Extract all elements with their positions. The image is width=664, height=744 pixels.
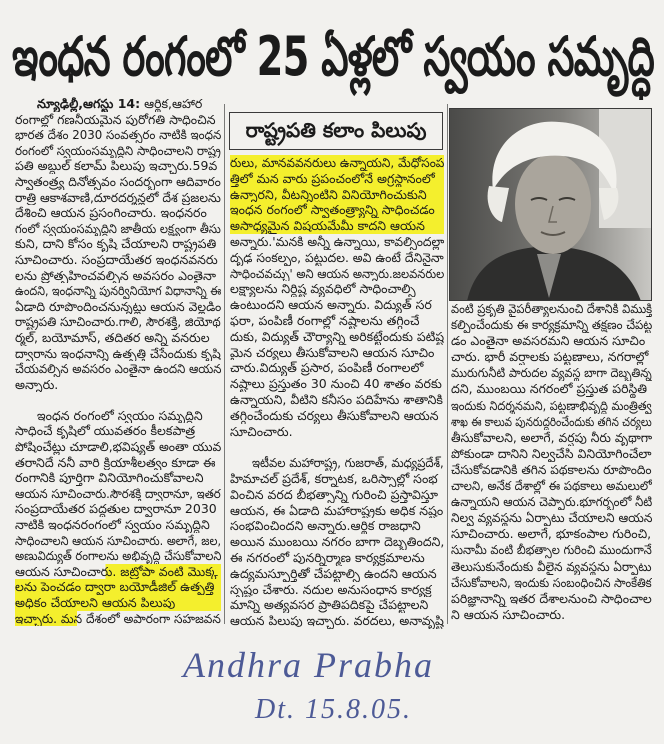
text-line-content [230, 582, 432, 598]
text-line-content [230, 534, 444, 550]
text-line [230, 613, 444, 629]
text-line-content [451, 526, 651, 542]
text-line [230, 503, 444, 519]
text-line-content [15, 533, 221, 549]
text-line [230, 281, 444, 297]
text-line-content [15, 252, 218, 268]
highlighted-text-line [230, 202, 444, 218]
line-text: అధికం చేయాలని ఆయన పిలుపు [15, 595, 176, 610]
line-text: రులు, మానవవనరులు ఉన్నాయని, మేధోసంప [230, 155, 444, 170]
text-line [230, 392, 444, 408]
text-line [230, 360, 444, 376]
line-text: ఇందుకు నిదర్శనమని, పట్టణాభివృద్ధి మంత్రిత్వ [451, 397, 652, 413]
text-line [451, 317, 652, 333]
text-line-content [15, 548, 221, 564]
highlighted-text-line [15, 611, 221, 627]
text-line-content [451, 607, 565, 623]
text-line-content [15, 361, 221, 377]
text-line-content [230, 266, 444, 282]
text-line-content [230, 597, 428, 613]
line-text: తెలుసుకునేందుకు వీలైన వ్యవస్థను ఏర్పాటు [451, 558, 652, 574]
text-line-content [451, 349, 648, 365]
text-line [15, 486, 221, 502]
text-line-content [451, 542, 652, 558]
line-text: ఉద్యమస్ఫూర్తితో చేపట్టాల్సి ఉందని ఆయన [230, 565, 437, 581]
text-line [15, 190, 221, 206]
text-line [230, 424, 444, 440]
text-line-content [15, 377, 58, 393]
text-line [451, 414, 652, 430]
text-line-content [451, 317, 652, 333]
line-text: భారత దేశం 2030 సంవత్సరం నాటికి ఇంధన [15, 127, 221, 143]
line-text: స్వాతంత్ర్య దినోత్సవం సందర్భంగా ఆదివారం [15, 173, 221, 189]
text-line-content [230, 424, 293, 440]
text-line-content [230, 171, 435, 187]
text-line [230, 250, 444, 266]
line-text: త్తిలో మన వారు ప్రపంచంలోనే అగ్రస్థానంలో [230, 170, 435, 186]
text-line-content [230, 487, 438, 503]
line-text: మాన్ని అత్యవసర ప్రాతిపదికపై చేపట్టాలని [230, 597, 429, 613]
line-text: ఉందని, ఇంధనాన్ని పునర్వినియోగ విధానాన్ని ఈ [15, 283, 221, 299]
line-text: రంగంలో స్వయంసమృద్ధిని సాధించాలని రాష్ట్ర [15, 142, 221, 158]
text-line-content [230, 281, 416, 297]
text-line-content [230, 329, 444, 345]
text-line [230, 313, 444, 329]
line-text: తరానిదే ననీ వారి క్రియాశీలత్వం కూడా ఈ [15, 454, 216, 470]
line-text: హిమాచల్ ప్రదేశ్, కర్నాటక, ఒరిస్సాల్లో సంభ [230, 470, 438, 486]
text-line [15, 221, 221, 237]
line-text: వంటి ప్రకృతి వైపరీత్యాలనుంచి దేశానికి విముక్తి [451, 301, 652, 316]
text-line-content [451, 494, 652, 510]
text-line [230, 534, 444, 550]
text-line [15, 548, 221, 564]
text-line [15, 268, 221, 284]
line-text: మురుగునీటి పారుదల వ్యవస్థ బాగా దెబ్బతిన్న [451, 365, 652, 381]
line-text: ఆయన పిలుపు ఇచ్చారు. వరదలు, అనావృష్టి [230, 613, 444, 629]
text-line [15, 236, 221, 252]
text-line [15, 501, 221, 517]
line-text: పోషించేట్లు చూడాలి,భవిష్యత్ అంతా యువ [15, 439, 221, 455]
line-text: ఉన్నారని, వీటన్నింటిని వినియోగించుకుని [230, 186, 427, 202]
line-text: ఉన్నాయని, వీటిని కనీసం పదిహేను శాతానికి [230, 391, 443, 407]
column-rule [447, 104, 448, 624]
column-rule [224, 104, 225, 624]
line-text: దని, ముంబయి నగరంలో ప్రస్తుత పరిస్థితి [451, 381, 648, 397]
text-line [15, 158, 221, 174]
text-line-content [15, 190, 221, 206]
text-line-content [451, 398, 652, 414]
headline-text: ఇంధన రంగంలో 25 ఏళ్లలో స్వయం సమృద్ధి [12, 25, 654, 88]
line-text: ఆయన, ఈ ఏడాది మహారాష్ట్రకు అధిక నష్టం [230, 502, 444, 518]
text-line-content [230, 613, 444, 629]
line-text: అయిన ముంబయి నగరం బాగా దెబ్బతిందని, [230, 534, 444, 550]
text-line [451, 526, 652, 542]
text-line [451, 430, 652, 446]
text-line-content [15, 205, 207, 221]
text-line [230, 329, 444, 345]
text-line [230, 345, 444, 361]
line-text: సునామీ వంటి బీభత్సాల గురించి ముందుగానే [451, 542, 652, 558]
text-line [230, 471, 444, 487]
text-line-content [15, 299, 221, 315]
line-text: డం ఎంతైనా అవసరమని ఆయన సూచిం [451, 333, 646, 349]
text-line [230, 455, 444, 471]
text-line-content [15, 486, 221, 502]
line-text: గంలో స్వయంసమృద్ధిని జాతీయ లక్ష్యంగా తీసు [15, 220, 221, 236]
text-line-content [15, 283, 221, 299]
text-line-content [15, 127, 221, 143]
text-line-content [230, 250, 444, 266]
text-line [15, 423, 221, 439]
line-text: అసాధ్యమైన విషయమేమీ కాదని ఆయన [230, 218, 425, 234]
article-column-1 [15, 96, 221, 626]
text-line-content [15, 595, 175, 611]
text-line-content [15, 346, 221, 362]
text-line-content [230, 503, 443, 519]
line-text: ఇచ్చారు. మన దేశంలో అపారంగా సహజవన [15, 610, 221, 626]
text-line [15, 346, 221, 362]
article-column-3 [451, 301, 652, 623]
line-text: ఉంటుందని ఆయన అన్నారు. విద్యుత్ సర [230, 297, 432, 313]
text-line [15, 143, 221, 159]
line-text: నాటికి ఇంధనరంగంలో స్వయం సమృద్ధిని [15, 517, 210, 533]
line-text: మైన చర్యలు తీసుకోవాలని ఆయన సూచిం [230, 344, 435, 360]
photo-face [515, 154, 591, 254]
text-line-content [451, 430, 652, 446]
text-line [15, 174, 221, 190]
text-line [451, 575, 652, 591]
line-text: కల్పించేందుకు ఈ కార్యక్రమాన్ని తక్షణం చేపట్ట [451, 317, 652, 333]
text-line [15, 330, 221, 346]
text-line-content [15, 517, 210, 533]
line-text: రంగానికి పూర్తిగా వినియోగించుకోవాలని [15, 470, 204, 486]
text-line-content [15, 221, 221, 237]
text-line-content [15, 314, 221, 330]
text-line [451, 462, 652, 478]
line-text: ఆయన సూచించారు. జట్రోపా వంటి మొక్క [15, 563, 218, 579]
text-line [15, 361, 221, 377]
text-line [15, 455, 221, 471]
text-line [15, 96, 221, 112]
text-line [15, 470, 221, 486]
line-text: ఇటీవల మహారాష్ట్ర, గుజరాత్, మధ్యప్రదేశ్, [252, 455, 444, 471]
text-line-content [230, 392, 443, 408]
text-line-content [15, 611, 221, 627]
text-line-content [451, 414, 652, 430]
text-line [15, 283, 221, 299]
highlighted-text-line [230, 155, 444, 171]
text-line-content [451, 462, 652, 478]
text-line [451, 301, 652, 317]
text-line [451, 542, 652, 558]
text-line [451, 349, 652, 365]
text-line [230, 566, 444, 582]
text-line [230, 582, 444, 598]
line-text: లను ప్రోత్సహించవల్సిన అవసరం ఎంతైనా [15, 267, 217, 283]
line-text: రాష్ట్రపతి సూచించారు.గాలి, సౌరశక్తి, జియోథ [15, 314, 221, 330]
line-text: లను పెంచడం ద్వారా బయోడీజిల్ ఉత్పత్తి [15, 579, 215, 595]
text-line [451, 607, 652, 623]
article-column-2 [230, 155, 444, 629]
line-text: అణువిద్యుత్ రంగాలను అభివృద్ధి చేసుకోవాలని [15, 548, 221, 564]
text-line-content [230, 155, 444, 171]
text-line-content [252, 455, 444, 471]
text-line [230, 234, 444, 250]
text-line [451, 591, 652, 607]
handwritten-date-note: Dt. 15.8.05. [255, 694, 412, 725]
text-line [15, 299, 221, 315]
text-line-content [230, 518, 421, 534]
line-text: ఏడాది రూపొందించనున్నట్లు ఆయన వెల్లడిం [15, 298, 221, 314]
line-text: సంభవించిందని అన్నారు.ఆర్థిక రాజధాని [230, 518, 421, 534]
line-text: ర్మల్, బయోమాస్, తదితర అన్ని వనరుల [15, 329, 210, 345]
line-text: ఆర్థిక,ఆహార [144, 96, 203, 111]
text-line [230, 597, 444, 613]
text-line-content [15, 579, 214, 595]
highlighted-text-line [15, 564, 221, 580]
text-line-content [15, 236, 216, 252]
text-line-content [15, 423, 195, 439]
text-line [451, 333, 652, 349]
text-line-content [230, 408, 439, 424]
text-line-content [230, 550, 425, 566]
text-line [451, 365, 652, 381]
line-text: చేసుకోవడానికి తగిన పథకాలను రూపొందిం [451, 461, 652, 477]
line-text: ఉన్నాయని ఆయన చెప్పారు.భూగర్భంలో నీటి [451, 494, 652, 510]
text-line-content [451, 591, 652, 607]
subheadline: రాష్ట్రపతి కలాం పిలుపు [245, 118, 427, 142]
text-line [230, 297, 444, 313]
headline [12, 14, 654, 100]
text-line-content [230, 360, 423, 376]
line-text: తీసుకోవాలని, అలాగే, వర్షపు నీరు వృథాగా [451, 429, 652, 445]
text-line-content [15, 439, 221, 455]
line-text: వించిన వరద బీభత్సాన్ని గురించి ప్రస్తావిస్తూ [230, 486, 438, 502]
text-line [15, 377, 221, 393]
text-line [230, 518, 444, 534]
text-line-content [451, 381, 647, 397]
line-text: కుని, దాని కోసం కృషి చేయాలని రాష్ట్రపతి [15, 236, 217, 252]
line-text: రాత్రి ఆకాశవాణి,దూరదర్శన్లలో దేశ ప్రజలను [15, 189, 221, 205]
text-line-content [230, 218, 425, 234]
line-text: దేశించి ఆయన ప్రసంగించారు. ఇంధనరం [15, 205, 207, 221]
text-line-content [451, 478, 652, 494]
line-text: చేయవల్సిన అవసరం ఎంతైనా ఉందని ఆయన [15, 361, 221, 377]
text-line [230, 408, 444, 424]
text-line-content [451, 365, 652, 381]
text-line [230, 550, 444, 566]
line-text: ని ఆయన సూచించారు. [451, 606, 566, 622]
text-line-content [230, 376, 442, 392]
text-line [451, 446, 652, 462]
text-line [15, 252, 221, 268]
handwritten-source-note: Andhra Prabha [183, 645, 434, 685]
text-line-content [230, 566, 437, 582]
text-line-content [37, 96, 202, 112]
line-text: సాధించాలని ఆయన సూచించారు. అలాగే, జల, [15, 532, 221, 548]
text-line-content [15, 112, 215, 128]
line-text: చేసుకోవాలని, ఇందుకు సంబంధించిన సాంకేతిక [451, 574, 652, 590]
line-text: చారు. భారీ వర్షాలకు పట్టణాలు, నగరాల్లో [451, 349, 649, 365]
line-text: ఈ నగరంలో పునర్నిర్మాణ కార్యక్రమాలను [230, 549, 425, 565]
text-line-content [451, 301, 652, 317]
text-line [451, 559, 652, 575]
line-text: శాఖ ఈ కాలువ పునరుద్ధరించేందుకు తగిన చర్యలు [451, 413, 652, 429]
line-text: ద్వారాను ఇంధనాన్ని ఉత్పత్తి చేసేందుకు కృషి [15, 345, 221, 361]
text-line [15, 408, 221, 424]
line-text: సాధించవచ్చు' అని ఆయన అన్నారు.జలవనరుల [230, 265, 444, 281]
highlighted-text-line [15, 595, 221, 611]
line-text: సూచించారు. సంప్రదాయేతర ఇంధనవనరు [15, 251, 218, 267]
text-line-content [15, 143, 221, 159]
text-line-content [230, 471, 438, 487]
text-line [15, 533, 221, 549]
line-text: ఆయన సూచించారు.సౌరశక్తి ద్వారానూ, ఇతర [15, 485, 221, 501]
line-text: అన్నారు. [15, 376, 59, 392]
text-line [230, 487, 444, 503]
highlighted-text-line [230, 171, 444, 187]
text-line-content [15, 470, 204, 486]
text-line-content [451, 446, 651, 462]
text-line-content [451, 575, 652, 591]
line-text: ఇంధన రంగంలో స్వయం సమృద్ధిని [37, 407, 203, 423]
line-text: సూచించారు. [230, 423, 293, 439]
text-line-content [15, 501, 217, 517]
text-line-content [230, 297, 432, 313]
line-text: సాధించే కృషిలో యువతరం కీలకపాత్ర [15, 423, 196, 439]
text-line-content [15, 174, 221, 190]
text-line [451, 494, 652, 510]
line-text: లక్ష్యాలను నిర్దిష్ట వ్యవధిలో సాధించాల్సి [230, 281, 416, 297]
highlighted-text-line [230, 218, 444, 234]
text-line [230, 376, 444, 392]
line-text: చాలని, అనేక దేశాల్లో ఈ పథకాలు అమలులో [451, 478, 652, 494]
text-line-content [15, 564, 218, 580]
text-line-content [15, 268, 216, 284]
line-text: స్పష్టం చేశారు. నదుల అనుసంధాన కార్యక్ర [230, 581, 432, 597]
text-line [15, 127, 221, 143]
line-text: సంప్రదాయేతర పద్ధతుల ద్వారానూ 2030 [15, 501, 217, 517]
line-text: ఇంధన రంగంలో స్వాతంత్ర్యాన్ని సాధించడం [230, 202, 435, 218]
text-line-content [230, 313, 420, 329]
line-text: తగ్గించేందుకు చర్యలు తీసుకోవాలని ఆయన [230, 407, 439, 423]
line-text: చారు.విద్యుత్ ప్రసార, పంపిణీ రంగాలలో [230, 360, 424, 376]
line-text: దృఢ సంకల్పం, పట్టుదల. అవి ఉంటే దేనినైనా [230, 249, 444, 265]
text-line [15, 205, 221, 221]
subheadline-box [229, 112, 443, 150]
text-line [15, 112, 221, 128]
line-text: అన్నారు.'మనకి అన్నీ ఉన్నాయి, కావల్సిందల్లా [230, 233, 444, 249]
text-line-content [230, 345, 434, 361]
text-line-content [230, 202, 435, 218]
highlighted-text-line [230, 187, 444, 203]
line-text: పోకుండా దానిని నిల్వచేసి వినియోగించేలా [451, 445, 652, 461]
text-line-content [15, 158, 217, 174]
kalam-portrait-photo [449, 108, 652, 301]
highlighted-text-line [15, 579, 221, 595]
text-line-content [15, 330, 210, 346]
text-line-content [37, 408, 203, 424]
text-line-content [451, 510, 652, 526]
line-text: పరిజ్ఞానాన్ని ఇతర దేశాలనుంచి సాధించాల [451, 590, 652, 606]
text-line-content [230, 187, 427, 203]
line-text: నిల్వ వ్యవస్థను ఏర్పాటు చేయాలని ఆయన [451, 510, 652, 526]
dateline: న్యూఢిల్లీ,ఆగస్టు 14: [37, 96, 141, 111]
text-line-content [451, 559, 652, 575]
line-text: పతి అబ్దుల్ కలామ్ పిలుపు ఇచ్చారు.59వ [15, 158, 218, 174]
line-text: రంగాల్లో గణనీయమైన పురోగతి సాధించిన [15, 111, 216, 127]
text-line [451, 381, 652, 397]
line-text: సూచించారు. అలాగే, భూకంపాల గురించి, [451, 526, 652, 542]
line-text: దుకు, విద్యుత్ చౌర్యాన్ని అరికట్టేందుకు పటిష్ట [230, 328, 444, 344]
line-text: ఫరా, పంపిణీ రంగాల్లో నష్టాలను తగ్గించే [230, 312, 420, 328]
text-line [451, 478, 652, 494]
text-line [451, 510, 652, 526]
text-line-content [230, 234, 444, 250]
text-line [15, 314, 221, 330]
line-text: నష్టాలు ప్రస్తుతం 30 నుంచి 40 శాతం వరకు [230, 376, 442, 392]
text-line [230, 266, 444, 282]
text-line [15, 517, 221, 533]
text-line [15, 439, 221, 455]
text-line-content [451, 333, 645, 349]
portrait-photo-icon [449, 108, 652, 301]
text-line [451, 398, 652, 414]
text-line-content [15, 455, 215, 471]
